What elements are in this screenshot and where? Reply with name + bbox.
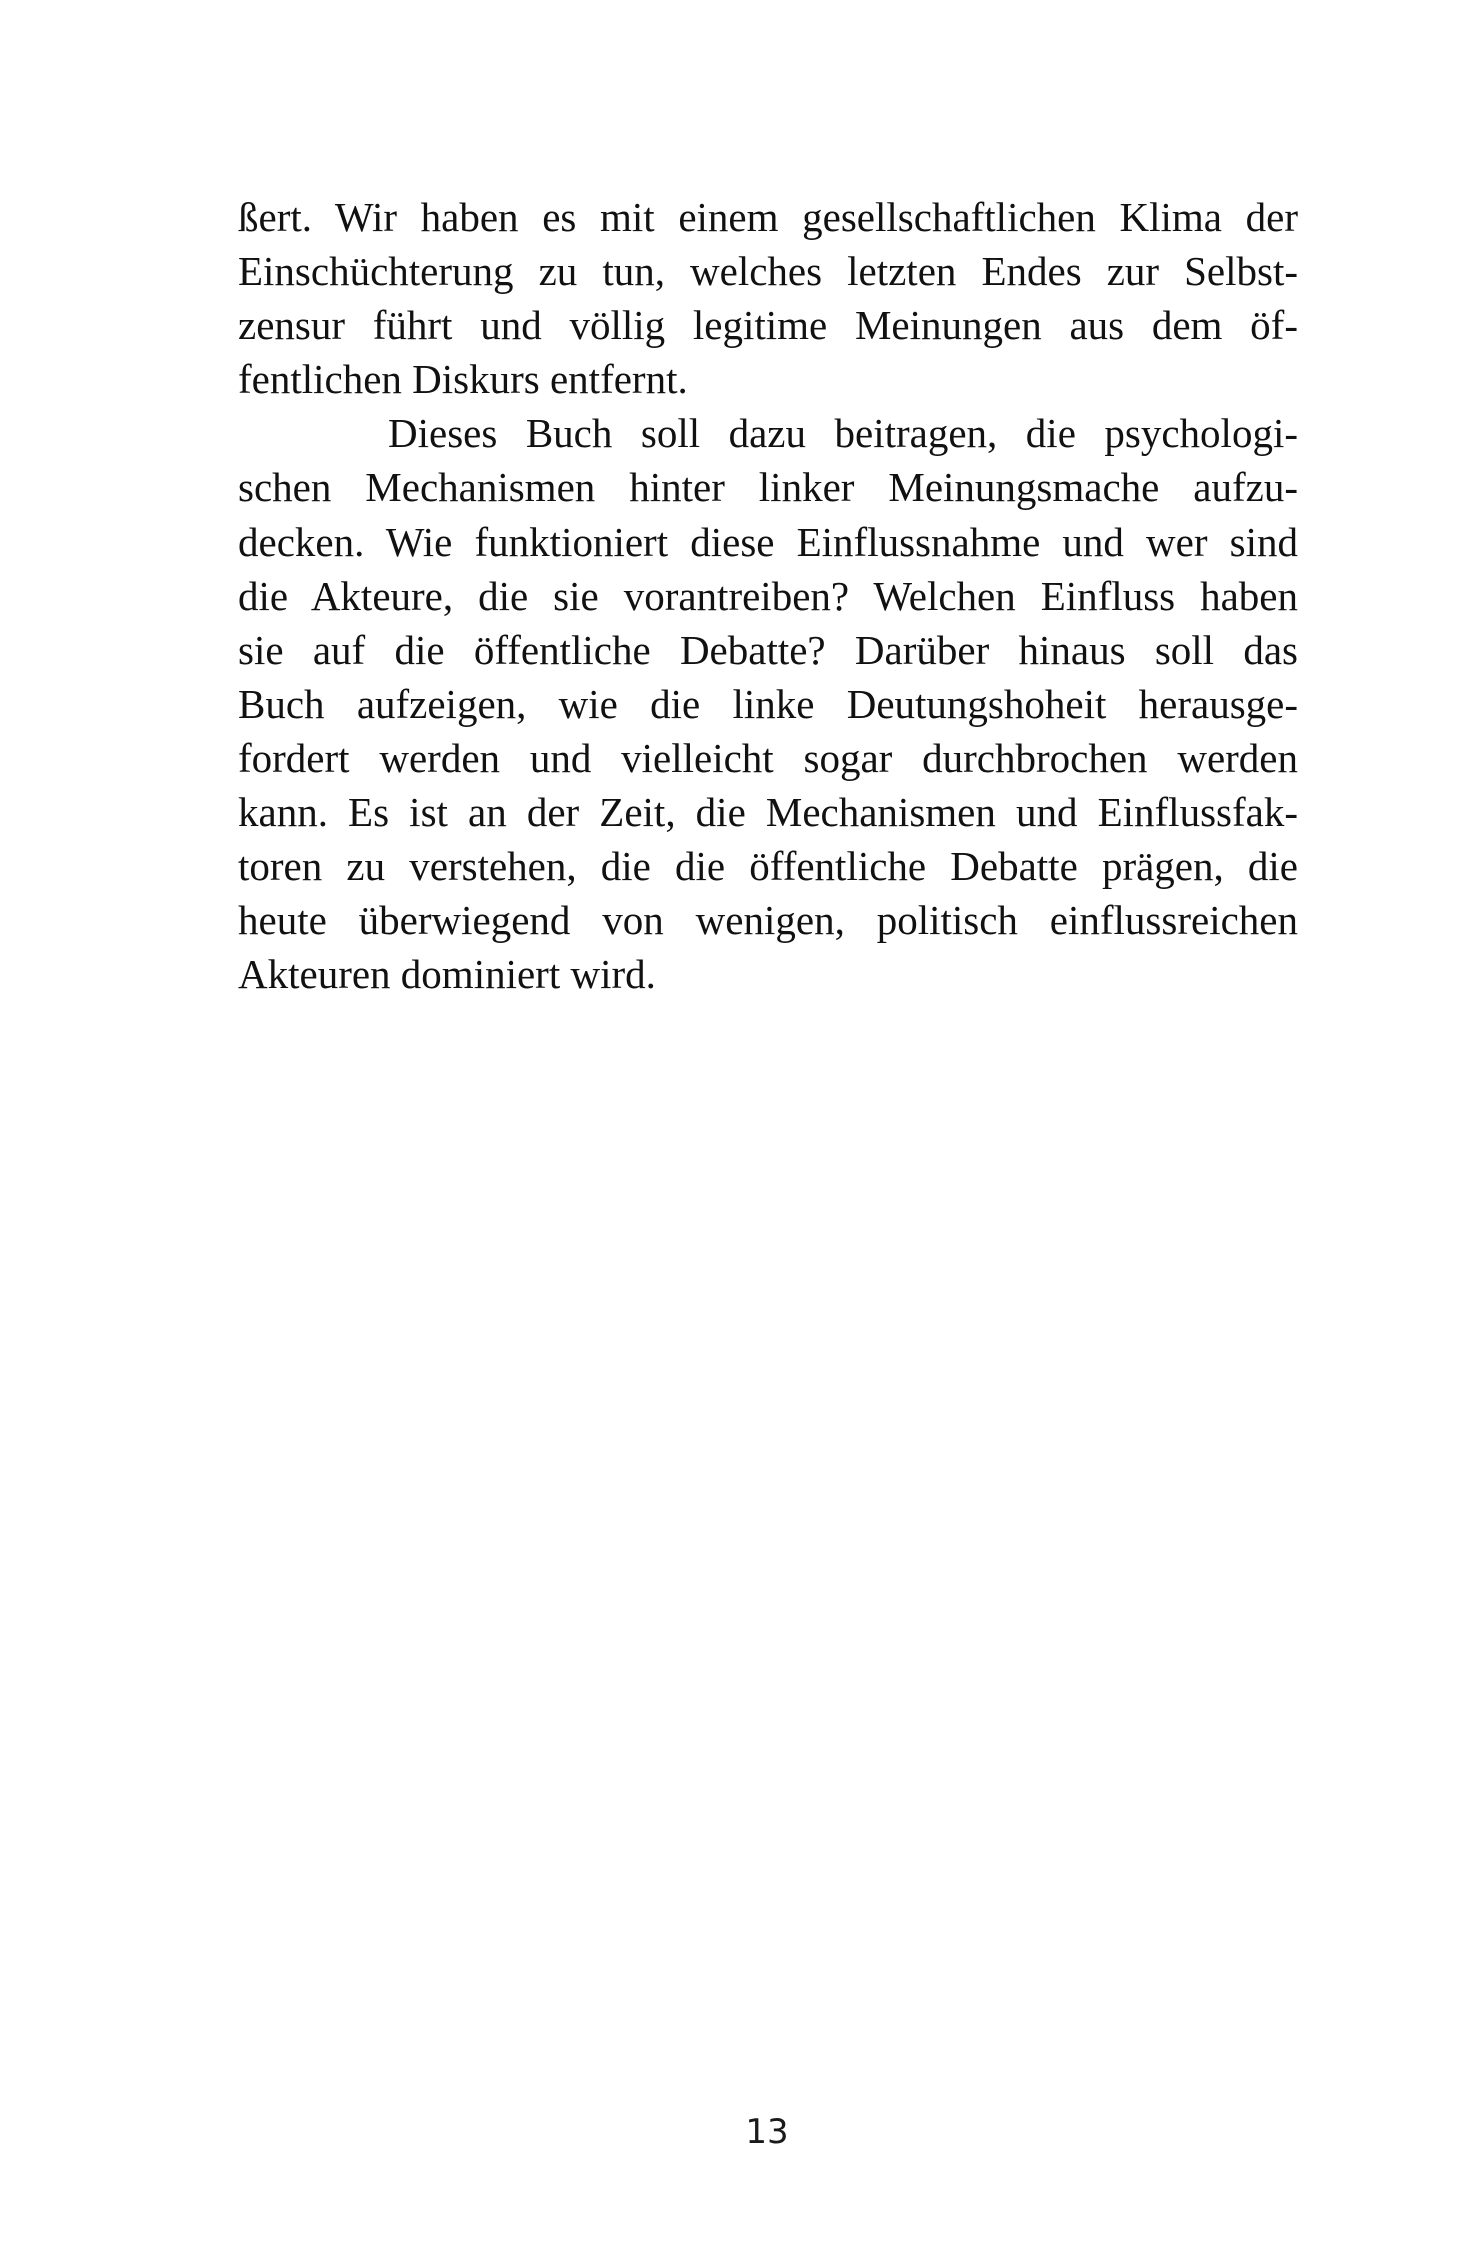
text-line: Dieses Buch soll dazu beitragen, die psychologi- bbox=[388, 410, 1298, 457]
text-line: zensur führt und völlig legitime Meinungen aus dem öf- bbox=[238, 302, 1298, 349]
text-line: Akteuren dominiert wird. bbox=[238, 951, 656, 998]
text-line: decken. Wie funktioniert diese Einflussnahme und wer sind bbox=[238, 518, 1298, 565]
text-line: toren zu verstehen, die die öffentliche Debatte prägen, die bbox=[238, 843, 1298, 890]
paragraph-1 bbox=[238, 190, 1298, 406]
body-text bbox=[238, 190, 1298, 1001]
text-line: schen Mechanismen hinter linker Meinungsmache aufzu- bbox=[238, 464, 1298, 511]
text-line: ßert. Wir haben es mit einem gesellschaftlichen Klima der bbox=[238, 194, 1298, 240]
text-line: heute überwiegend von wenigen, politisch einflussreichen bbox=[238, 897, 1298, 944]
text-line: Buch aufzeigen, wie die linke Deutungshoheit herausge- bbox=[238, 680, 1298, 727]
text-line: Einschüchterung zu tun, welches letzten Endes zur Selbst- bbox=[238, 248, 1298, 295]
page-number: 13 bbox=[745, 2112, 789, 2152]
text-line: fentlichen Diskurs entfernt. bbox=[238, 356, 688, 403]
text-line: fordert werden und vielleicht sogar durchbrochen werden bbox=[238, 734, 1298, 781]
text-line: sie auf die öffentliche Debatte? Darüber hinaus soll das bbox=[238, 626, 1298, 673]
paragraph-2 bbox=[238, 406, 1298, 1001]
text-line: kann. Es ist an der Zeit, die Mechanismen und Einflussfak- bbox=[238, 789, 1298, 836]
text-line: die Akteure, die sie vorantreiben? Welchen Einfluss haben bbox=[238, 572, 1298, 619]
